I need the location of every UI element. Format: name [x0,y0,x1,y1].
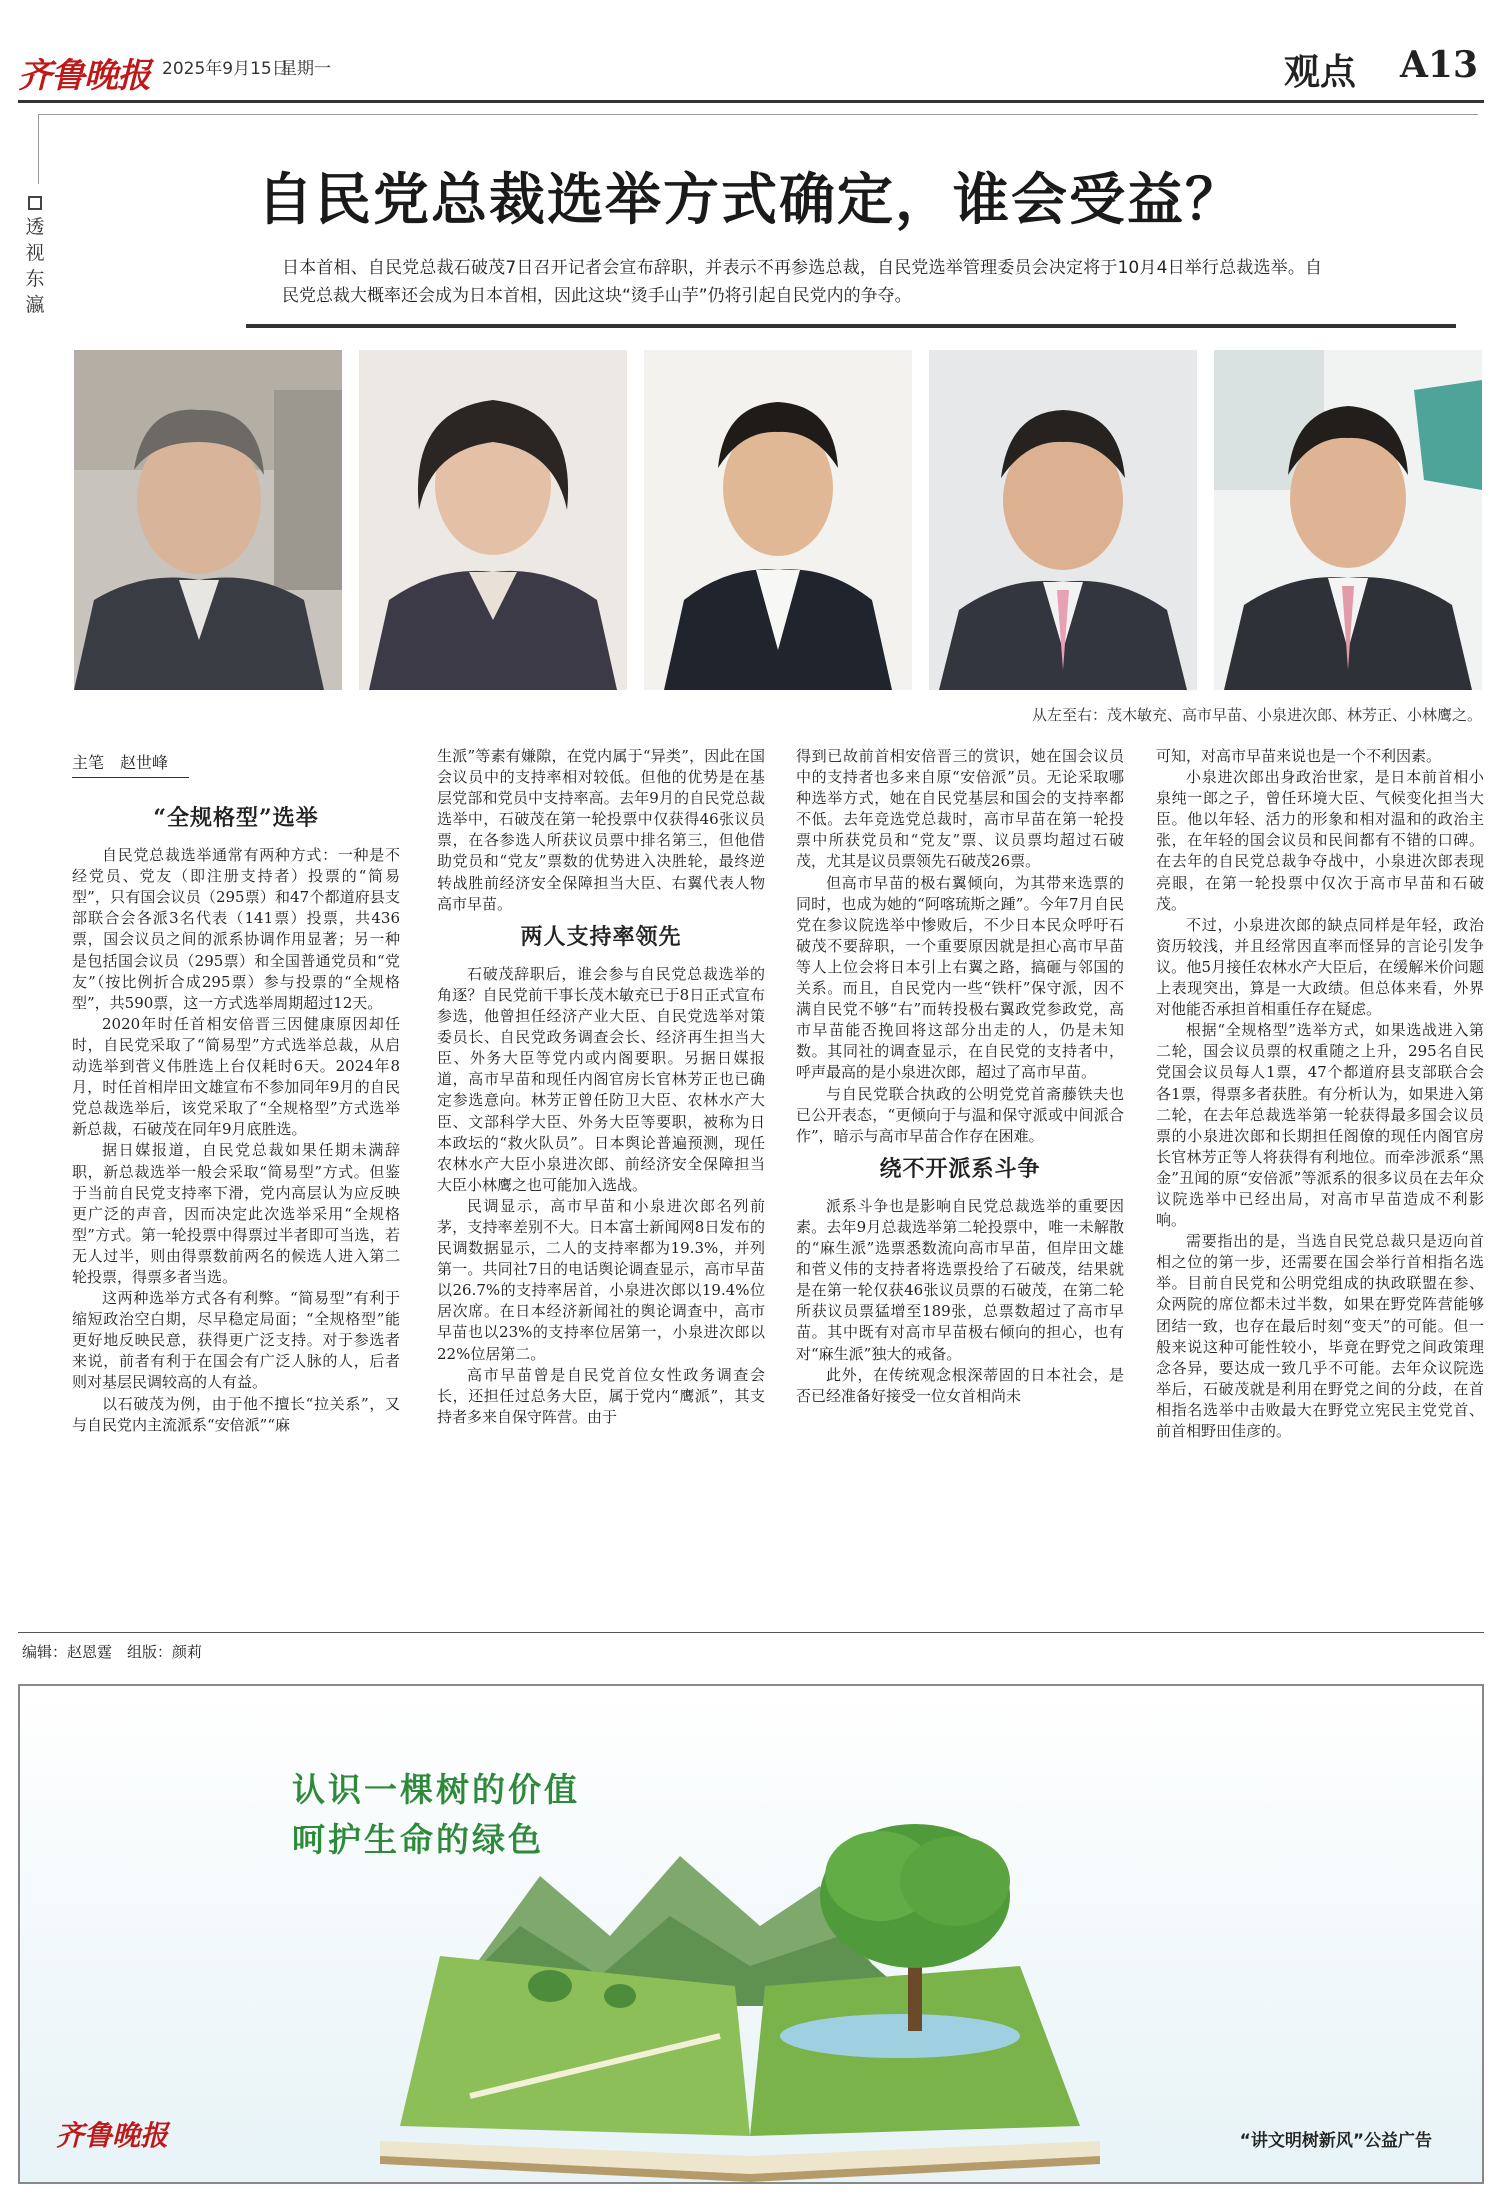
subheading: 绕不开派系斗争 [879,1155,1041,1182]
article-column-3 [796,746,1124,1407]
footer-rule [18,1632,1484,1633]
paragraph: 2020年时任首相安倍晋三因健康原因却任时，自民党采取了“简易型”方式选举总裁，从启动选举到菅义伟胜选上台仅耗时6天。2024年8月，时任首相岸田文雄宣布不参加同年9月的自民党总裁选举后，该党采取了“全规格型”方式选举新总裁，石破茂在同年9月底胜选。 [72,1014,400,1139]
editor-credits: 编辑：赵恩霆 组版：颜莉 [22,1643,203,1661]
paragraph: 生派”等素有嫌隙，在党内属于“异类”，因此在国会议员中的支持率相对较低。但他的优势是在基层党部和党员中支持率高。去年9月的自民党总裁选举中，石破茂在第一轮投票中仅获得46张议员票，在各参选人所获议员票中排名第三，但他借助党员和“党友”票数的优势进入决胜轮，最终逆转战胜前经济安全保障担当大臣、右翼代表人物高市早苗。 [437,747,765,913]
photo-koizumi [644,350,912,690]
page-number: A13 [1399,44,1478,86]
paragraph: 石破茂辞职后，谁会参与自民党总裁选举的角逐？自民党前干事长茂木敏充已于8日正式宣布参选，他曾担任经济产业大臣、自民党选举对策委员长、自民党政务调查会长、经济再生担当大臣、外务大臣等党内或内阁要职。另据日媒报道，高市早苗和现任内阁官房长官林芳正也已确定参选意向。林芳正曾任防卫大臣、农林水产大臣、文部科学大臣、外务大臣等要职，被称为日本政坛的“救火队员”。日本舆论普遍预测，现任农林水产大臣小泉进次郎、前经济安全保障担当大臣小林鹰之也可能加入选战。 [437,964,765,1194]
column-label [22,196,48,318]
portrait-image [74,350,342,690]
paragraph: 与自民党联合执政的公明党党首斋藤铁夫也已公开表态，“更倾向于与温和保守派或中间派合作”，暗示与高市早苗合作存在困难。 [796,1084,1124,1145]
ad-newspaper-logo: 齐鲁晚报 [56,2119,169,2152]
frame-line-top [38,114,1478,115]
article-column-4 [1156,746,1484,1442]
paragraph: 得到已故前首相安倍晋三的赏识，她在国会议员中的支持者也多来自原“安倍派”员。无论采取哪种选举方式，她在自民党基层和国会的支持率都不低。去年竞选党总裁时，高市早苗在第一轮投票中所获党员和“党友”票、议员票均超过石破茂，尤其是议员票领先石破茂26票。 [796,747,1124,871]
frame-line-left [38,114,39,184]
paragraph: 以石破茂为例，由于他不擅长“拉关系”，又与自民党内主流派系“安倍派”“麻 [72,1394,400,1434]
paragraph: 派系斗争也是影响自民党总裁选举的重要因素。去年9月总裁选举第二轮投票中，唯一未解散的“麻生派”选票悉数流向高市早苗，但岸田文雄和菅义伟的支持者将选票投给了石破茂，结果就是在第一轮仅获46张议员票的石破茂，在第二轮所获议员票猛增至189张，总票数超过了高市早苗。其中既有对高市早苗极右倾向的担心，也有对“麻生派”独大的戒备。 [796,1196,1124,1363]
paragraph: 自民党总裁选举通常有两种方式：一种是不经党员、党友（即注册支持者）投票的“简易型”，只有国会议员（295票）和47个都道府县支部联合会各派3名代表（141票）投票，共436票，国会议员之间的派系协调作用显著；另一种是包括国会议员（295票）和全国普通党员和“党友”（按比例折合成295票）参与投票的“全规格型”，共590票，这一方式选举周期超过12天。 [72,846,400,1012]
subheading: 两人支持率领先 [520,923,682,950]
paragraph: 此外，在传统观念根深蒂固的日本社会，是否已经准备好接受一位女首相尚未 [796,1365,1124,1405]
ad-slogan: “讲文明树新风”公益广告 [1239,2131,1432,2151]
portrait-image [929,350,1197,690]
headline: 自民党总裁选举方式确定，谁会受益？ [257,167,1243,233]
paragraph: 据日媒报道，自民党总裁如果任期未满辞职，新总裁选举一般会采取“简易型”方式。但鉴于当前自民党支持率下滑，党内高层认为应反映更广泛的声音，因而决定此次选举采用“全规格型”方式。第一轮投票中得票过半者即可当选，若无人过半，则由得票数前两名的候选人进入第二轮投票，得票多者当选。 [72,1141,400,1286]
photo-hayashi [929,350,1197,690]
photo-motegi [74,350,342,690]
paragraph: 根据“全规格型”选举方式，如果选战进入第二轮，国会议员票的权重随之上升，295名自民党国会议员每人1票，47个都道府县支部联合会各1票，得票多者获胜。有分析认为，如果进入第二轮，在去年总裁选举第一轮获得最多国会议员票的小泉进次郎和长期担任阁僚的现任内阁官房长官林芳正等人将获得有利地位。而牵涉派系“黑金”丑闻的原“安倍派”等派系的很多议员在去年众议院选举中已经出局，对高市早苗造成不利影响。 [1156,1021,1484,1230]
photo-takaichi [359,350,627,690]
issue-date: 2025年9月15日 [162,59,289,79]
header-rule [18,100,1484,103]
subheading: “全规格型”选举 [153,805,319,831]
section-name: 观点 [1283,51,1356,93]
paragraph: 不过，小泉进次郎的缺点同样是年轻，政治资历较浅，并且经常因直率而怪异的言论引发争议。他5月接任农林水产大臣后，在缓解米价问题上表现突出，算是一大政绩。但总体来看，外界对他能否承担首相重任存在疑虑。 [1156,915,1484,1019]
paragraph: 高市早苗曾是自民党首位女性政务调查会长，还担任过总务大臣，属于党内“鹰派”，其支持者多来自保守阵营。由于 [437,1365,765,1426]
paragraph: 但高市早苗的极右翼倾向，为其带来选票的同时，也成为她的“阿喀琉斯之踵”。今年7月自民党在参议院选举中惨败后，不少日本民众呼吁石破茂不要辞职，一个重要原因就是担心高市早苗等人上位会将日本引上右翼之路，搞砸与邻国的关系。而且，自民党内一些“铁杆”保守派，因不满自民党不够“右”而转投极右翼政党参政党，高市早苗能否挽回将这部分出走的人，仍是未知数。其同社的调查显示，在自民党的支持者中，呼声最高的是小泉进次郎，超过了高市早苗。 [796,873,1124,1082]
paragraph: 可知，对高市早苗来说也是一个不利因素。 [1156,747,1442,765]
portrait-image [644,350,912,690]
ad-headline-line-2: 呵护生命的绿色 [292,1820,544,1859]
ad-illustration [20,1686,1484,2184]
paragraph: 需要指出的是，当选自民党总裁只是迈向首相之位的第一步，还需要在国会举行首相指名选举。目前自民党和公明党组成的执政联盟在参、众两院的席位都未过半数，如果在野党阵营能够团结一致，也存在最后时刻“变天”的可能。但一般来说这种可能性较小，毕竟在野党之间政策理念各异，要达成一致几乎不可能。去年众议院选举后，石破茂就是利用在野党之间的分歧，在首相指名选举中击败最大在野党立宪民主党党首、前首相野田佳彦的。 [1156,1232,1484,1440]
portrait-image [359,350,627,690]
byline: 主笔 赵世峰 [72,750,189,778]
public-service-ad [18,1684,1484,2184]
photo-caption: 从左至右：茂木敏充、高市早苗、小泉进次郎、林芳正、小林鹰之。 [1031,706,1482,724]
paragraph: 小泉进次郎出身政治世家，是日本前首相小泉纯一郎之子，曾任环境大臣、气候变化担当大臣。他以年轻、活力的形象和相对温和的政治主张，在年轻的国会议员和民间都有不错的口碑。在去年的自民党总裁争夺战中，小泉进次郎表现亮眼，在第一轮投票中仅次于高市早苗和石破茂。 [1156,768,1484,913]
ad-headline-line-1: 认识一棵树的价值 [292,1770,580,1809]
lead-rule [246,324,1456,328]
paragraph: 民调显示，高市早苗和小泉进次郎名列前茅，支持率差别不大。日本富士新闻网8日发布的民调数据显示，二人的支持率都为19.3%，并列第一。共同社7日的电话舆论调查显示，高市早苗以26.7%的支持率居首，小泉进次郎以19.4%位居次席。在日本经济新闻社的舆论调查中，高市早苗也以23%的支持率位居第一，小泉进次郎以22%位居第二。 [437,1196,765,1363]
portrait-image [1214,350,1482,690]
newspaper-logo: 齐鲁晚报 [18,56,150,96]
column-label-text: 透视东瀛 [25,216,45,316]
photo-kobayashi [1214,350,1482,690]
article-column-1 [72,796,400,1436]
column-square-icon [28,196,42,210]
lead-paragraph: 日本首相、自民党总裁石破茂7日召开记者会宣布辞职，并表示不再参选总裁，自民党选举管理委员会决定将于10月4日举行总裁选举。自民党总裁大概率还会成为日本首相，因此这块“烫手山芋”仍将引起自民党内的争夺。 [282,258,1322,306]
article-column-2 [437,746,765,1428]
paragraph: 这两种选举方式各有利弊。“简易型”有利于缩短政治空白期，尽早稳定局面；“全规格型”能更好地反映民意，获得更广泛支持。对于参选者来说，前者有利于在国会有广泛人脉的人，后者则对基层民调较高的人有益。 [72,1289,400,1392]
page-header [18,40,1484,96]
issue-weekday: 星期一 [280,59,331,79]
